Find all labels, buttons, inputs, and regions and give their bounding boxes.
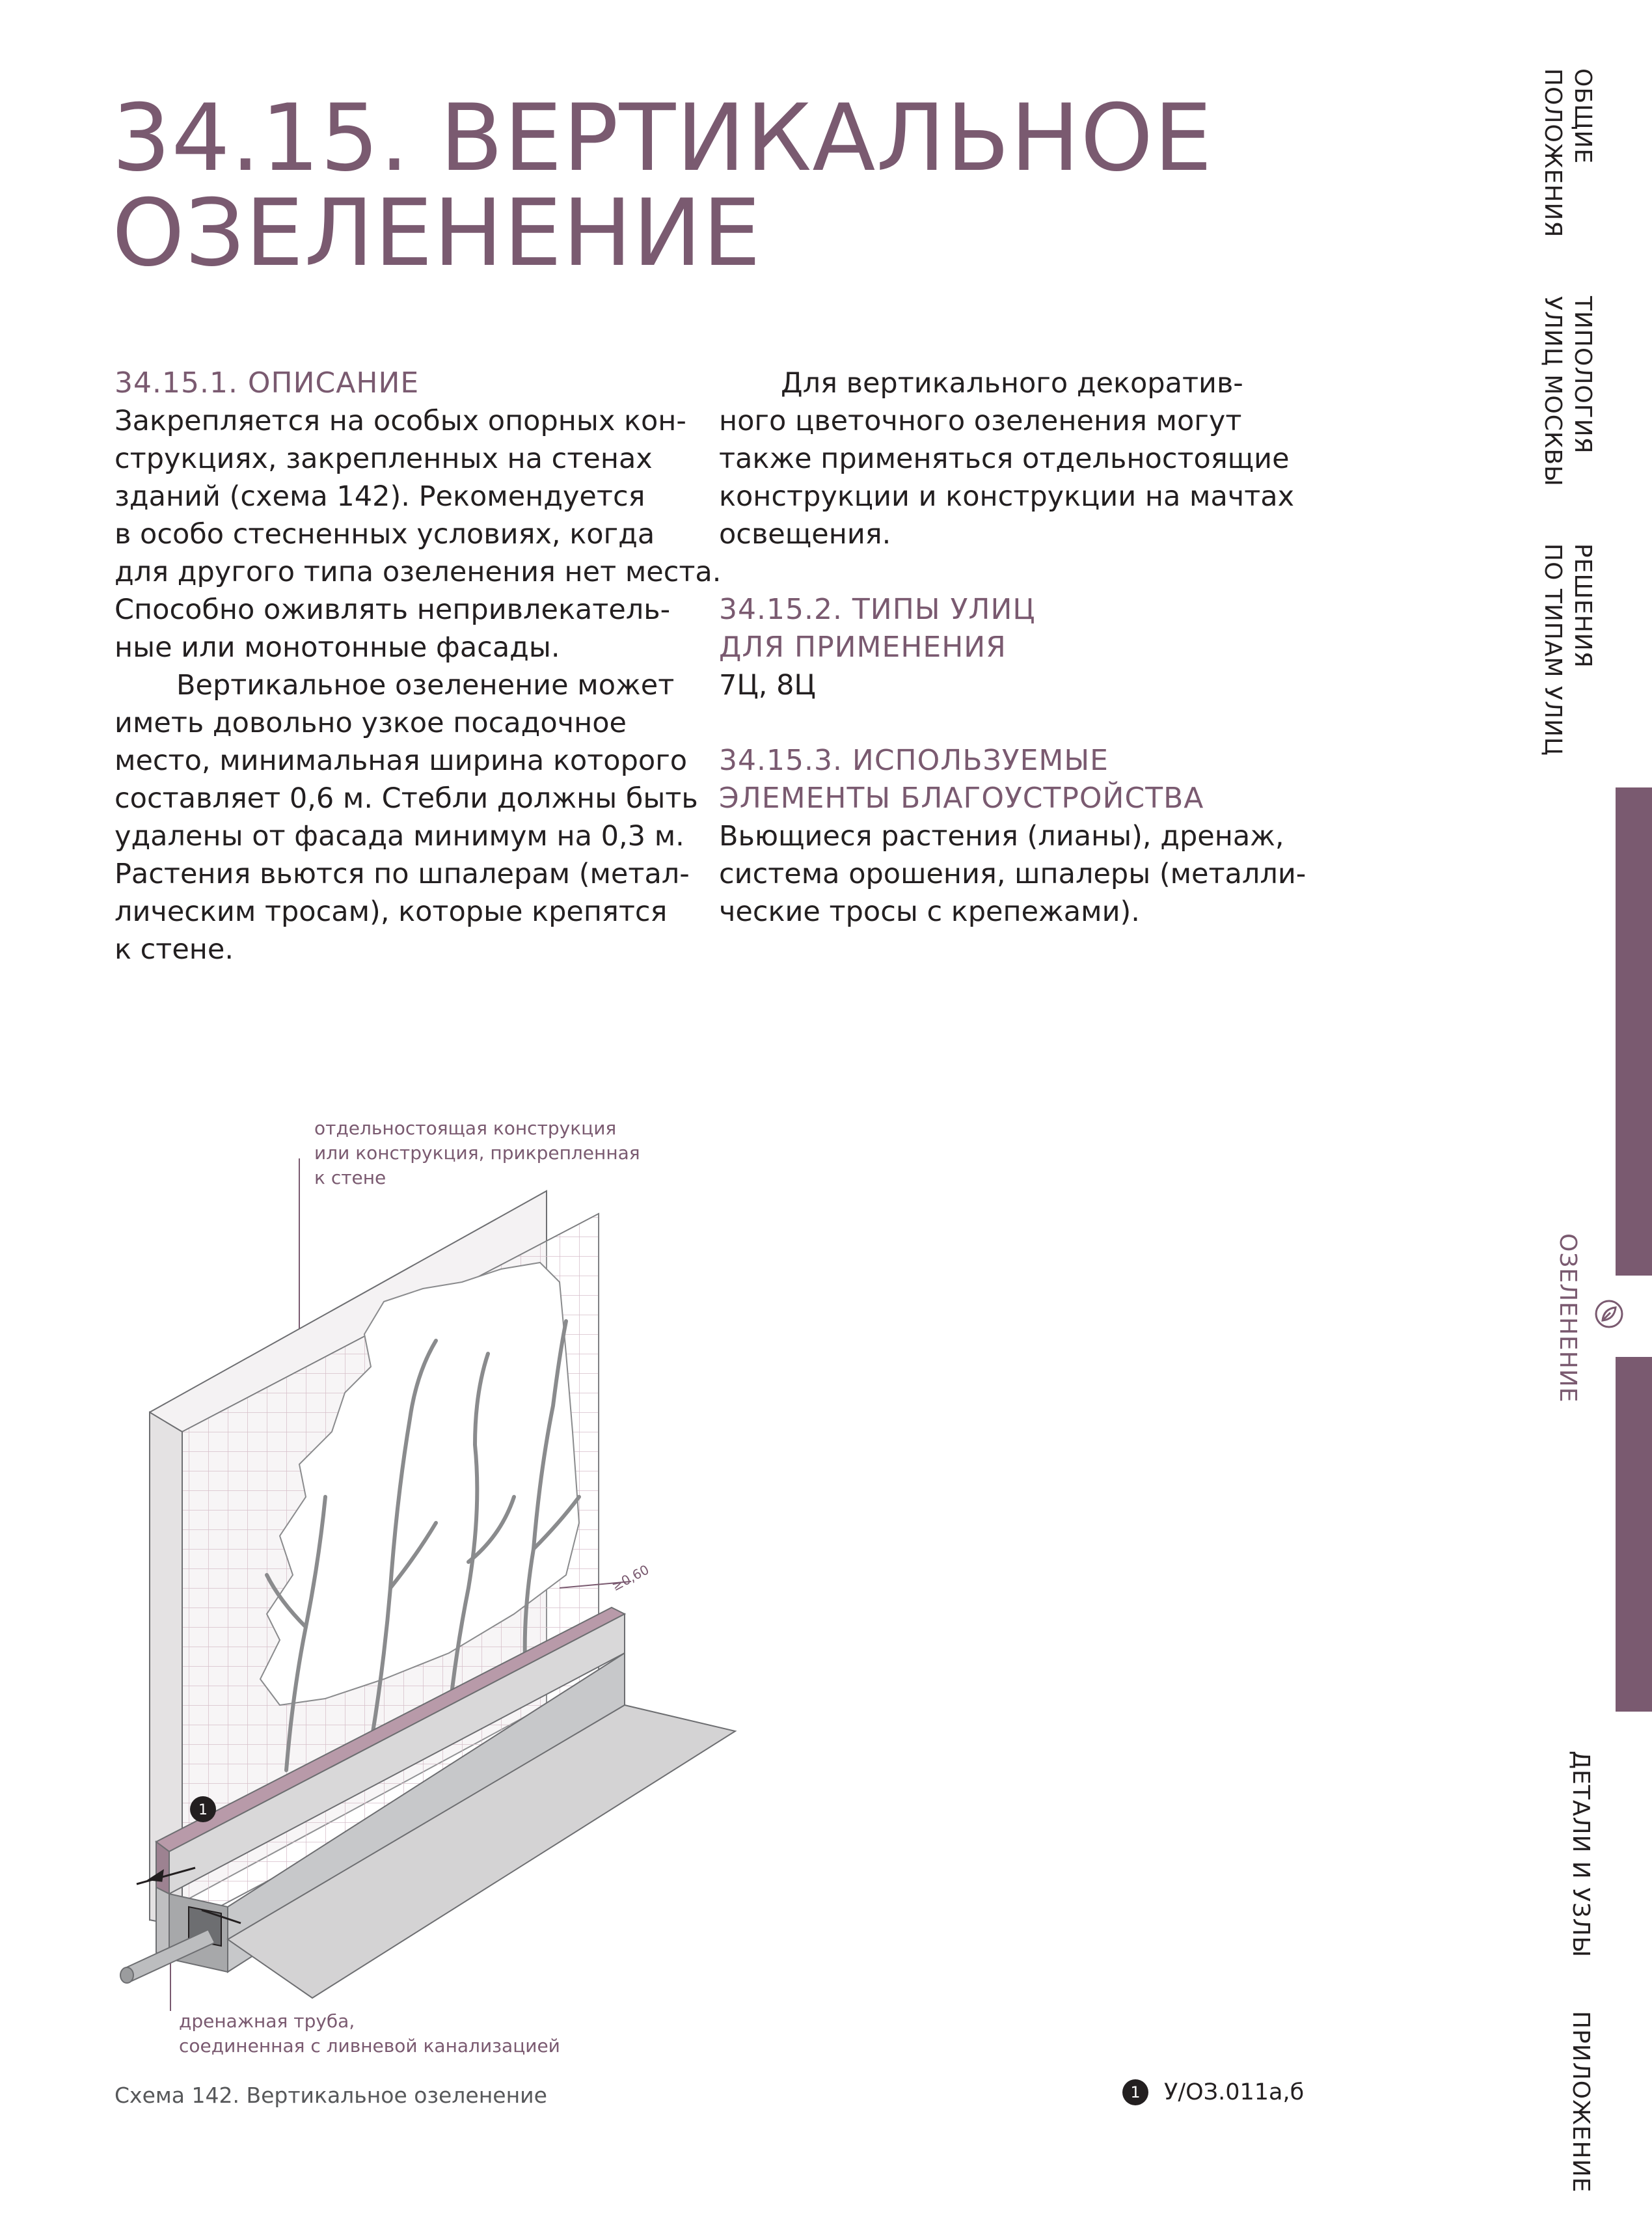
callout-drainage-pipe: дренажная труба, соединенная с ливневой канализацией bbox=[179, 2010, 560, 2057]
marker-badge bbox=[190, 1796, 216, 1822]
section-heading-description: 34.15.1. ОПИСАНИЕ bbox=[115, 366, 420, 400]
callout-structure: отдельностоящая конструкция или конструкция, прикрепленная к стене bbox=[314, 1117, 640, 1188]
section-heading-elements bbox=[719, 742, 1318, 817]
tab-street-solutions-label: РЕШЕНИЯ ПО ТИПАМ УЛИЦ bbox=[1539, 543, 1596, 756]
decorative-greening-paragraph: Для вертикального декоратив- ного цветочного озеленения могут также применяться отдельностоящие конструкции и конструкции на мачтах освещения. bbox=[719, 367, 1295, 551]
vertical-greening-diagram bbox=[111, 1158, 761, 2024]
section-heading-street-types-line-2: ДЛЯ ПРИМЕНЕНИЯ bbox=[719, 631, 1007, 664]
tab-street-typology[interactable] bbox=[1532, 296, 1597, 485]
section-heading-elements-line-1: 34.15.3. ИСПОЛЬЗУЕМЫЕ bbox=[719, 744, 1109, 777]
tab-general-provisions-label: ОБЩИЕ ПОЛОЖЕНИЯ bbox=[1539, 68, 1596, 238]
dimension-label: ≥0,60 bbox=[609, 1561, 652, 1594]
right-column bbox=[719, 364, 1318, 931]
tab-appendix-label: ПРИЛОЖЕНИЕ bbox=[1567, 2011, 1594, 2193]
page-title-line-1: 34.15. ВЕРТИКАЛЬНОЕ bbox=[112, 85, 1213, 192]
active-section-bar-top bbox=[1616, 787, 1652, 1276]
elements-paragraph: Вьющиеся растения (лианы), дренаж, система орошения, шпалеры (металли- ческие тросы с крепежами). bbox=[719, 820, 1307, 928]
tab-appendix[interactable] bbox=[1562, 2011, 1601, 2200]
marker-number: 1 bbox=[198, 1802, 208, 1818]
left-column bbox=[115, 364, 726, 968]
tab-details[interactable] bbox=[1562, 1751, 1601, 1959]
reference-code: У/ОЗ.011а,б bbox=[1164, 2079, 1305, 2105]
section-heading-elements-line-2: ЭЛЕМЕНТЫ БЛАГОУСТРОЙСТВА bbox=[719, 782, 1204, 815]
page-title bbox=[112, 85, 1348, 287]
leaf-icon bbox=[1592, 1297, 1626, 1331]
tab-greening[interactable] bbox=[1549, 1233, 1588, 1409]
figure-caption: Схема 142. Вертикальное озеленение bbox=[115, 2083, 547, 2108]
tab-street-solutions[interactable] bbox=[1532, 543, 1597, 756]
active-section-bar-bottom bbox=[1616, 1357, 1652, 1712]
description-paragraph-1: Закрепляется на особых опорных кон- струкциях, закрепленных на стенах зданий (схема 142). Рекомендуется в особо стесненных условиях, когда для другого типа озеленения нет места. Способно оживлять непривлекатель- ные или монотонные фасады. bbox=[115, 405, 722, 664]
street-types-value: 7Ц, 8Ц bbox=[719, 669, 816, 702]
page-title-line-2: ОЗЕЛЕНЕНИЕ bbox=[112, 180, 762, 287]
tab-greening-label: ОЗЕЛЕНЕНИЕ bbox=[1554, 1233, 1581, 1403]
section-heading-street-types-line-1: 34.15.2. ТИПЫ УЛИЦ bbox=[719, 593, 1036, 626]
tab-general-provisions[interactable] bbox=[1532, 68, 1597, 238]
tab-street-typology-label: ТИПОЛОГИЯ УЛИЦ МОСКВЫ bbox=[1539, 296, 1596, 487]
detail-reference bbox=[1122, 2079, 1304, 2105]
section-heading-street-types bbox=[719, 591, 1318, 666]
reference-badge: 1 bbox=[1122, 2079, 1148, 2105]
description-paragraph-2: Вертикальное озеленение может иметь довольно узкое посадочное место, минимальная ширина которого составляет 0,6 м. Стебли должны быть удалены от фасада минимум на 0,3 м. Растения вьются по шпалерам (метал- лическим тросам), которые крепятся к стене. bbox=[115, 669, 698, 966]
tab-details-label: ДЕТАЛИ И УЗЛЫ bbox=[1567, 1751, 1594, 1958]
